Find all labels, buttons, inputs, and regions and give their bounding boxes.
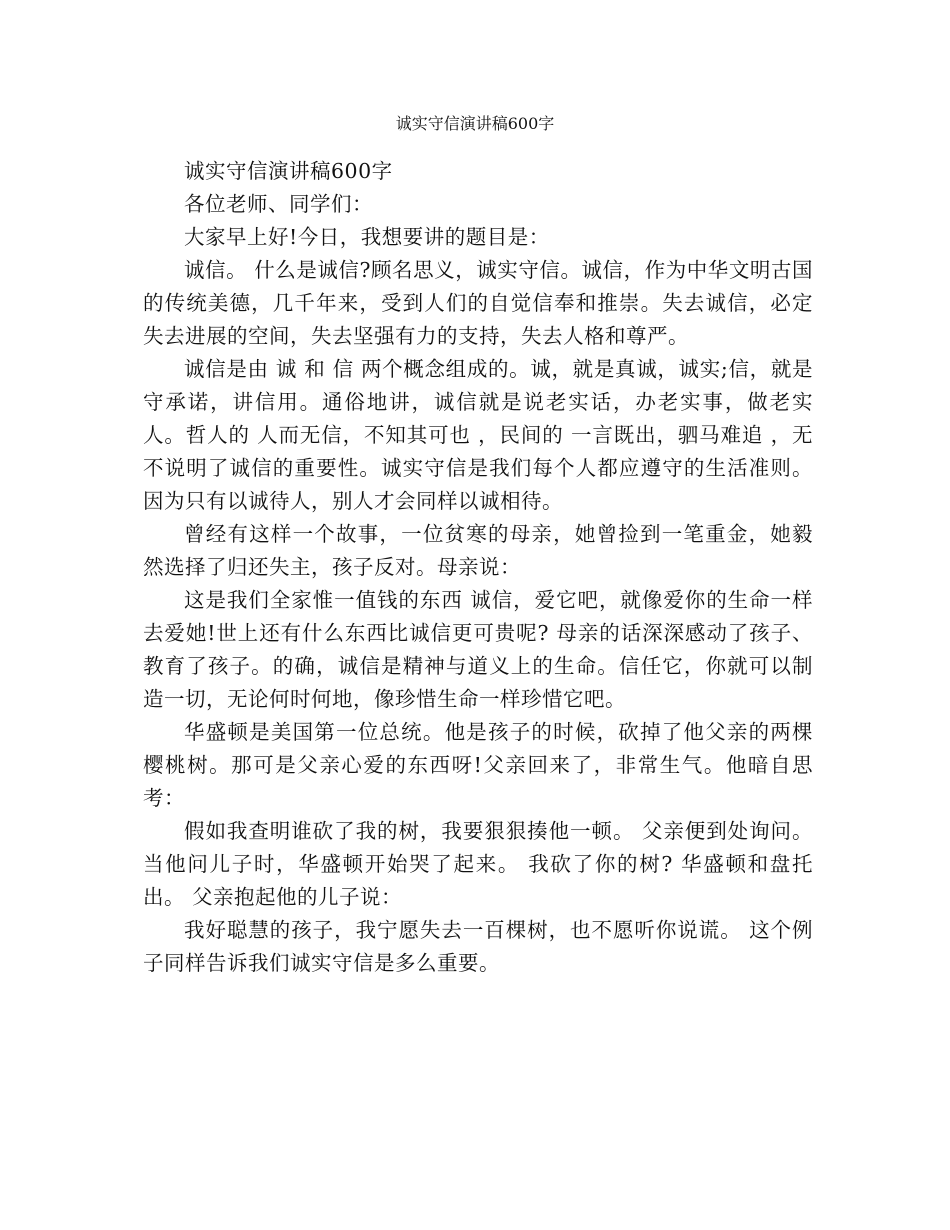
paragraph-title: 诚实守信演讲稿600字 xyxy=(184,159,393,183)
paragraph: 假如我查明谁砍了我的树，我要狠狠揍他一顿。 父亲便到处询问。当他问儿子时，华盛顿开始哭了起来。 我砍了你的树? 华盛顿和盘托出。 父亲抱起他的儿子说： xyxy=(143,819,813,909)
paragraph-greeting: 大家早上好!今日，我想要讲的题目是： xyxy=(184,225,550,249)
paragraph: 华盛顿是美国第一位总统。他是孩子的时候，砍掉了他父亲的两棵樱桃树。那可是父亲心爱的东西呀!父亲回来了，非常生气。他暗自思考： xyxy=(143,720,813,810)
document-body xyxy=(143,155,813,980)
paragraph: 我好聪慧的孩子，我宁愿失去一百棵树，也不愿听你说谎。 这个例子同样告诉我们诚实守信是多么重要。 xyxy=(143,918,813,975)
paragraph: 诚信。 什么是诚信?顾名思义，诚实守信。诚信，作为中华文明古国的传统美德，几千年来，受到人们的自觉信奉和推崇。失去诚信，必定失去进展的空间，失去坚强有力的支持，失去人格和尊严。 xyxy=(143,258,813,348)
paragraph: 这是我们全家惟一值钱的东西 诚信，爱它吧，就像爱你的生命一样去爱她!世上还有什么东西比诚信更可贵呢? 母亲的话深深感动了孩子、教育了孩子。的确，诚信是精神与道义上的生命。信任它，你就可以制造一切，无论何时何地，像珍惜生命一样珍惜它吧。 xyxy=(143,588,813,711)
document-header-title: 诚实守信演讲稿600字 xyxy=(395,114,555,133)
paragraph: 诚信是由 诚 和 信 两个概念组成的。诚，就是真诚，诚实;信，就是守承诺，讲信用。通俗地讲，诚信就是说老实话，办老实事，做老实人。哲人的 人而无信，不知其可也 ，民间的 一言既出，驷马难追 ，无不说明了诚信的重要性。诚实守信是我们每个人都应遵守的生活准则。因为只有以诚待人，别人才会同样以诚相待。 xyxy=(143,357,813,513)
paragraph-salutation: 各位老师、同学们： xyxy=(184,192,373,216)
paragraph: 曾经有这样一个故事，一位贫寒的母亲，她曾捡到一笔重金，她毅然选择了归还失主，孩子反对。母亲说： xyxy=(143,522,813,579)
